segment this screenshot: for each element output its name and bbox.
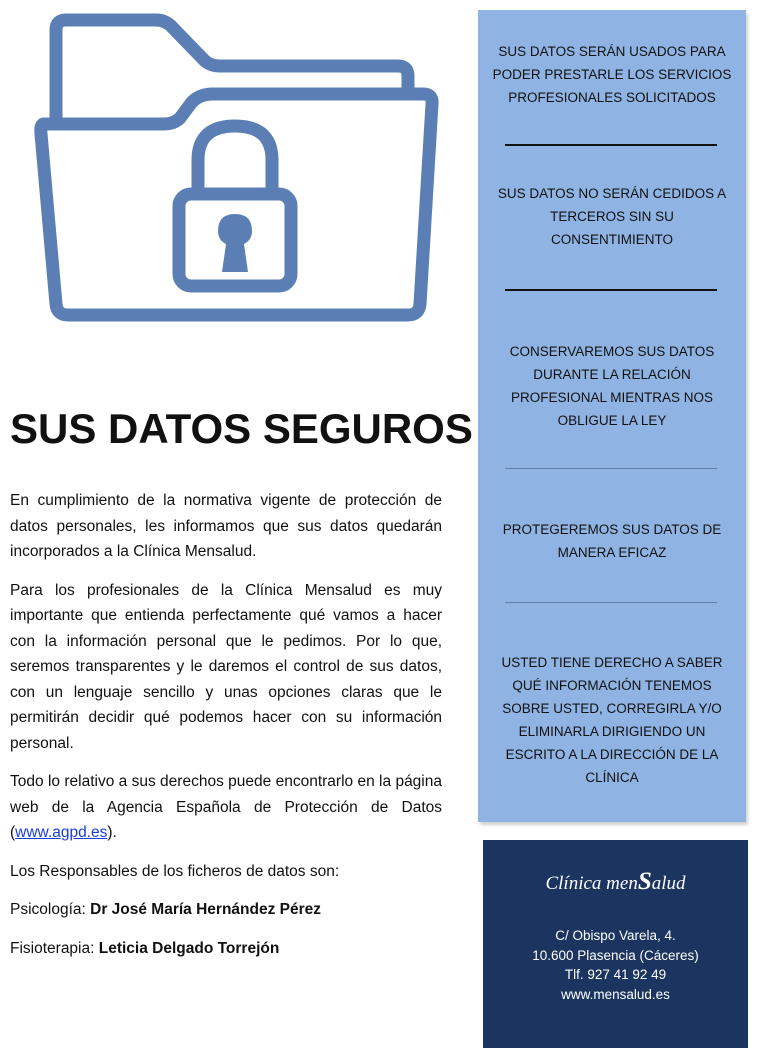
fisioterapia-label: Fisioterapia: bbox=[10, 939, 99, 957]
fisioterapia-line bbox=[10, 936, 442, 962]
data-policy-panel bbox=[478, 10, 746, 822]
intro-paragraph-3 bbox=[10, 769, 442, 846]
rights-text-end: ). bbox=[107, 824, 117, 841]
policy-divider bbox=[505, 602, 717, 603]
rights-text: Todo lo relativo a sus derechos puede encontrarlo en la página web de la Agencia Española de Protección de Datos ( bbox=[10, 773, 442, 841]
brand-s: S bbox=[637, 868, 652, 895]
policy-divider bbox=[505, 289, 717, 291]
policy-item-rights: USTED TIENE DERECHO A SABER QUÉ INFORMACIÓN TENEMOS SOBRE USTED, CORREGIRLA Y/O ELIMINARLA DIRIGIENDO UN ESCRITO A LA DIRECCIÓN DE LA CLÍNICA bbox=[501, 655, 723, 785]
contact-details bbox=[483, 926, 748, 1004]
agpd-link[interactable]: www.agpd.es bbox=[15, 824, 108, 841]
clinic-city: 10.600 Plasencia (Cáceres) bbox=[532, 947, 699, 963]
brand-suffix: alud bbox=[651, 873, 686, 894]
policy-item-no-transfer: SUS DATOS NO SERÁN CEDIDOS A TERCEROS SIN SU CONSENTIMIENTO bbox=[497, 186, 727, 247]
intro-paragraph-1: En cumplimiento de la normativa vigente de protección de datos personales, les informamos que sus datos quedarán incorporados a la Clínica Mensalud. bbox=[10, 492, 442, 560]
psicologia-name: Dr José María Hernández Pérez bbox=[90, 901, 322, 918]
psicologia-label: Psicología: bbox=[10, 901, 91, 918]
responsables-line: Los Responsables de los ficheros de datos son: bbox=[10, 862, 340, 880]
intro-paragraph-2: Para los profesionales de la Clínica Mensalud es muy importante que entienda perfectamente qué vamos a hacer con la información personal que le pedimos. Por lo que, seremos transparentes y le daremos el control de sus datos, con un lenguaje sencillo y unas opciones claras que le permitirán decidir qué podemos hacer con su información personal. bbox=[10, 581, 442, 752]
fisioterapia-name: Leticia Delgado Torrejón bbox=[98, 939, 280, 957]
page-title: SUS DATOS SEGUROS bbox=[10, 405, 473, 452]
clinic-website[interactable]: www.mensalud.es bbox=[561, 986, 670, 1002]
clinic-address: C/ Obispo Varela, 4. bbox=[555, 928, 676, 943]
policy-item-protection: PROTEGEREMOS SUS DATOS DE MANERA EFICAZ bbox=[502, 522, 722, 560]
policy-item-usage: SUS DATOS SERÁN USADOS PARA PODER PRESTARLE LOS SERVICIOS PROFESIONALES SOLICITADOS bbox=[492, 44, 732, 105]
brand-prefix: Clínica men bbox=[545, 873, 638, 894]
policy-divider bbox=[505, 468, 717, 469]
clinic-logo bbox=[483, 868, 748, 896]
clinic-contact-card bbox=[483, 840, 748, 1048]
policy-item-retention: CONSERVAREMOS SUS DATOS DURANTE LA RELACIÓN PROFESIONAL MIENTRAS NOS OBLIGUE LA LEY bbox=[509, 344, 715, 428]
intro-text bbox=[10, 488, 442, 974]
policy-divider bbox=[505, 144, 717, 146]
clinic-phone: Tlf. 927 41 92 49 bbox=[564, 967, 667, 982]
psicologia-line bbox=[10, 897, 442, 923]
folder-lock-icon bbox=[30, 8, 450, 328]
